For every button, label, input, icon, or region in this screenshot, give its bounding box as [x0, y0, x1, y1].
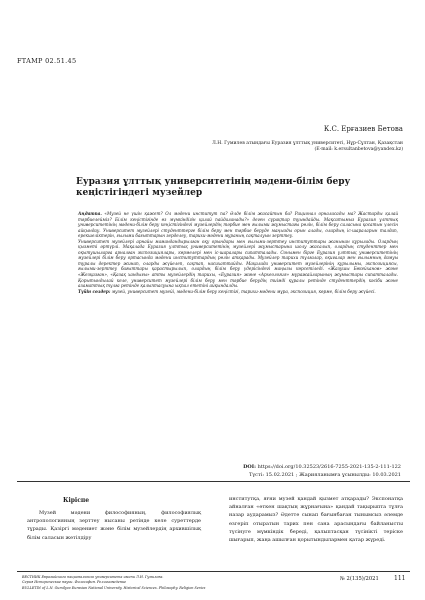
- keywords-text: музей, университет музейі, мәдени-білім беру кеңістігі, тарихи-мәдени мұра, экспозиция, көрме, білім беру жүйесі.: [111, 288, 376, 294]
- author-affiliation: [212, 141, 403, 153]
- footer-divider: [17, 571, 410, 572]
- abstract-label: Аңдатпа.: [78, 211, 102, 216]
- abstract-text: «Музей не үшін қажет? Ол мәдени институт па? Әлде білім жасайтын ба? Рационал орналасады ма? Жастарды қалай тәрбиелейміз? Білім кеңістігінде өз мүмкіндігін қалай пайдаланады?» деген сұрақтар туындайды. Мақсатымыз Еуразия ұлттық университетінің мәдени-білім беру кеңістігіндегі музейлердің тәрбие мен ғылыми жұмыстағы рөлін, білім беру саласына қосатын үлесін айқындау. Университет музейлері студенттерге білім беру мен тәрбие беруде маңызды орын алады, олардың іс-шараларын талдап, ерекшеліктерін, ғылыми бағыттарын зерделеу, тарихи-мәдени мұраның сақталуын зерттеу.: [78, 211, 398, 239]
- intro-right-column: [229, 495, 403, 544]
- page-number: 111: [394, 575, 406, 582]
- footer-line-3: BULLETIN of L.N. Gumilyov Eurasian National University. Historical Sciences. Philosophy. Religion Series: [22, 585, 206, 590]
- issue-number: № 2(135)/2021: [340, 576, 379, 582]
- paper-title: Еуразия ұлттық университетінің мәдени-білім беру кеңістігіндегі музейлер: [76, 177, 351, 198]
- grstnti-code: FTAMP 02.51.45: [17, 57, 77, 65]
- intro-right-text: институтқа, яғни музей қандай қызмет атқарады? Экспонатқа айналған «өткен шақтың жұрнағына» қандай тақырыпта тұлға назар аударамыз? Әдетте сынап бағынбаған тынымсыз әлемде өзгеріп отыратын тарих пен сана арасындағы байланысты түсінуге мүмкіндік береді, қалыптасқан түсінікті теріске шығарып, жаңа ашылған қорытындылармен қатар жүреді.: [229, 496, 403, 544]
- doi-label: DOI:: [243, 464, 256, 470]
- journal-footer: [22, 575, 307, 591]
- section-divider: [17, 481, 410, 482]
- intro-left-column: [27, 495, 201, 542]
- doi-link[interactable]: https://doi.org/10.32523/2616-7255-2021-135-2-111-122: [257, 464, 401, 470]
- footer-line-1: ВЕСТНИК Евразийского национального университета имени Л.Н. Гумилева.: [22, 575, 164, 579]
- affiliation-email: (E-mail: k.ersultanbetova@yandex.kz): [314, 147, 403, 152]
- intro-heading: Кіріспе: [63, 497, 90, 504]
- received-dates: Түсті: 15.02.2021 ; Жарияланымға ұсынылды: 10.03.2021: [249, 472, 401, 478]
- footer-line-2: Серия Исторические науки. Философия. Религиоведение: [22, 580, 127, 585]
- author-name: К.С. Ерғазиев Бетова: [323, 125, 403, 133]
- affiliation-line: Л.Н. Гумилев атындағы Еуразия ұлттық университеті, Нұр-Сұлтан, Қазақстан: [211, 141, 403, 146]
- doi-block: [243, 463, 401, 479]
- intro-left-text: Музей мәдени философияның, философиялық антропологияның зерттеу нысаны ретінде келе суреттерде тұрады. Қазіргі мәдениет және білім музейлердің архившілық білім саласын жетілдіру: [27, 510, 201, 541]
- keywords-label: Түйін сөздер:: [78, 288, 111, 294]
- abstract-block: [78, 211, 398, 294]
- abstract-text-continued: Университет музейлері арнайы мамандандырылған оқу орындары мен ғылыми-зерттеу институттары жанынан құрылады. Олардың қызметі әртүрлі. Мақалада Еуразия ұлттық университетінің музейлері жұмыстарына шолу жасалып, олардың студенттер мен оқытушыларға арналған экспозициялары, көрмелері мен іс-шаралары сипатталады. Сонымен бірге Еуразия ұлттық университетінің музейлері білім беру ортасында мәдени институттардың рөлін атқарады. Музейлер тарихи тұлғалар, оқиғалар мен ғылымның дамуы туралы деректер жинап, оларды жүйелеп, сақтап, насихаттайды. Мақалада университет музейлерінің құрылымы, экспозициясы, ғылыми-зерттеу бағыттары қарастырылып, олардың білім беру үдерісіндегі маңызы көрсетіледі. «Жазушы Бөкейханов» және «Жезқазған», «Қазақ хандығы» атты музейлердің тарихы, «Еуразия» және «Археология» мұражайларының жұмыстары сипатталады. Қорытындылай келе, университет музейлері білім беру мен тәрбие берудің тиімді құралы ретінде студенттердің кәсіби және азаматтық тұлға ретінде қалыптасуына ықпал ететіні айқындалды.: [78, 238, 398, 289]
